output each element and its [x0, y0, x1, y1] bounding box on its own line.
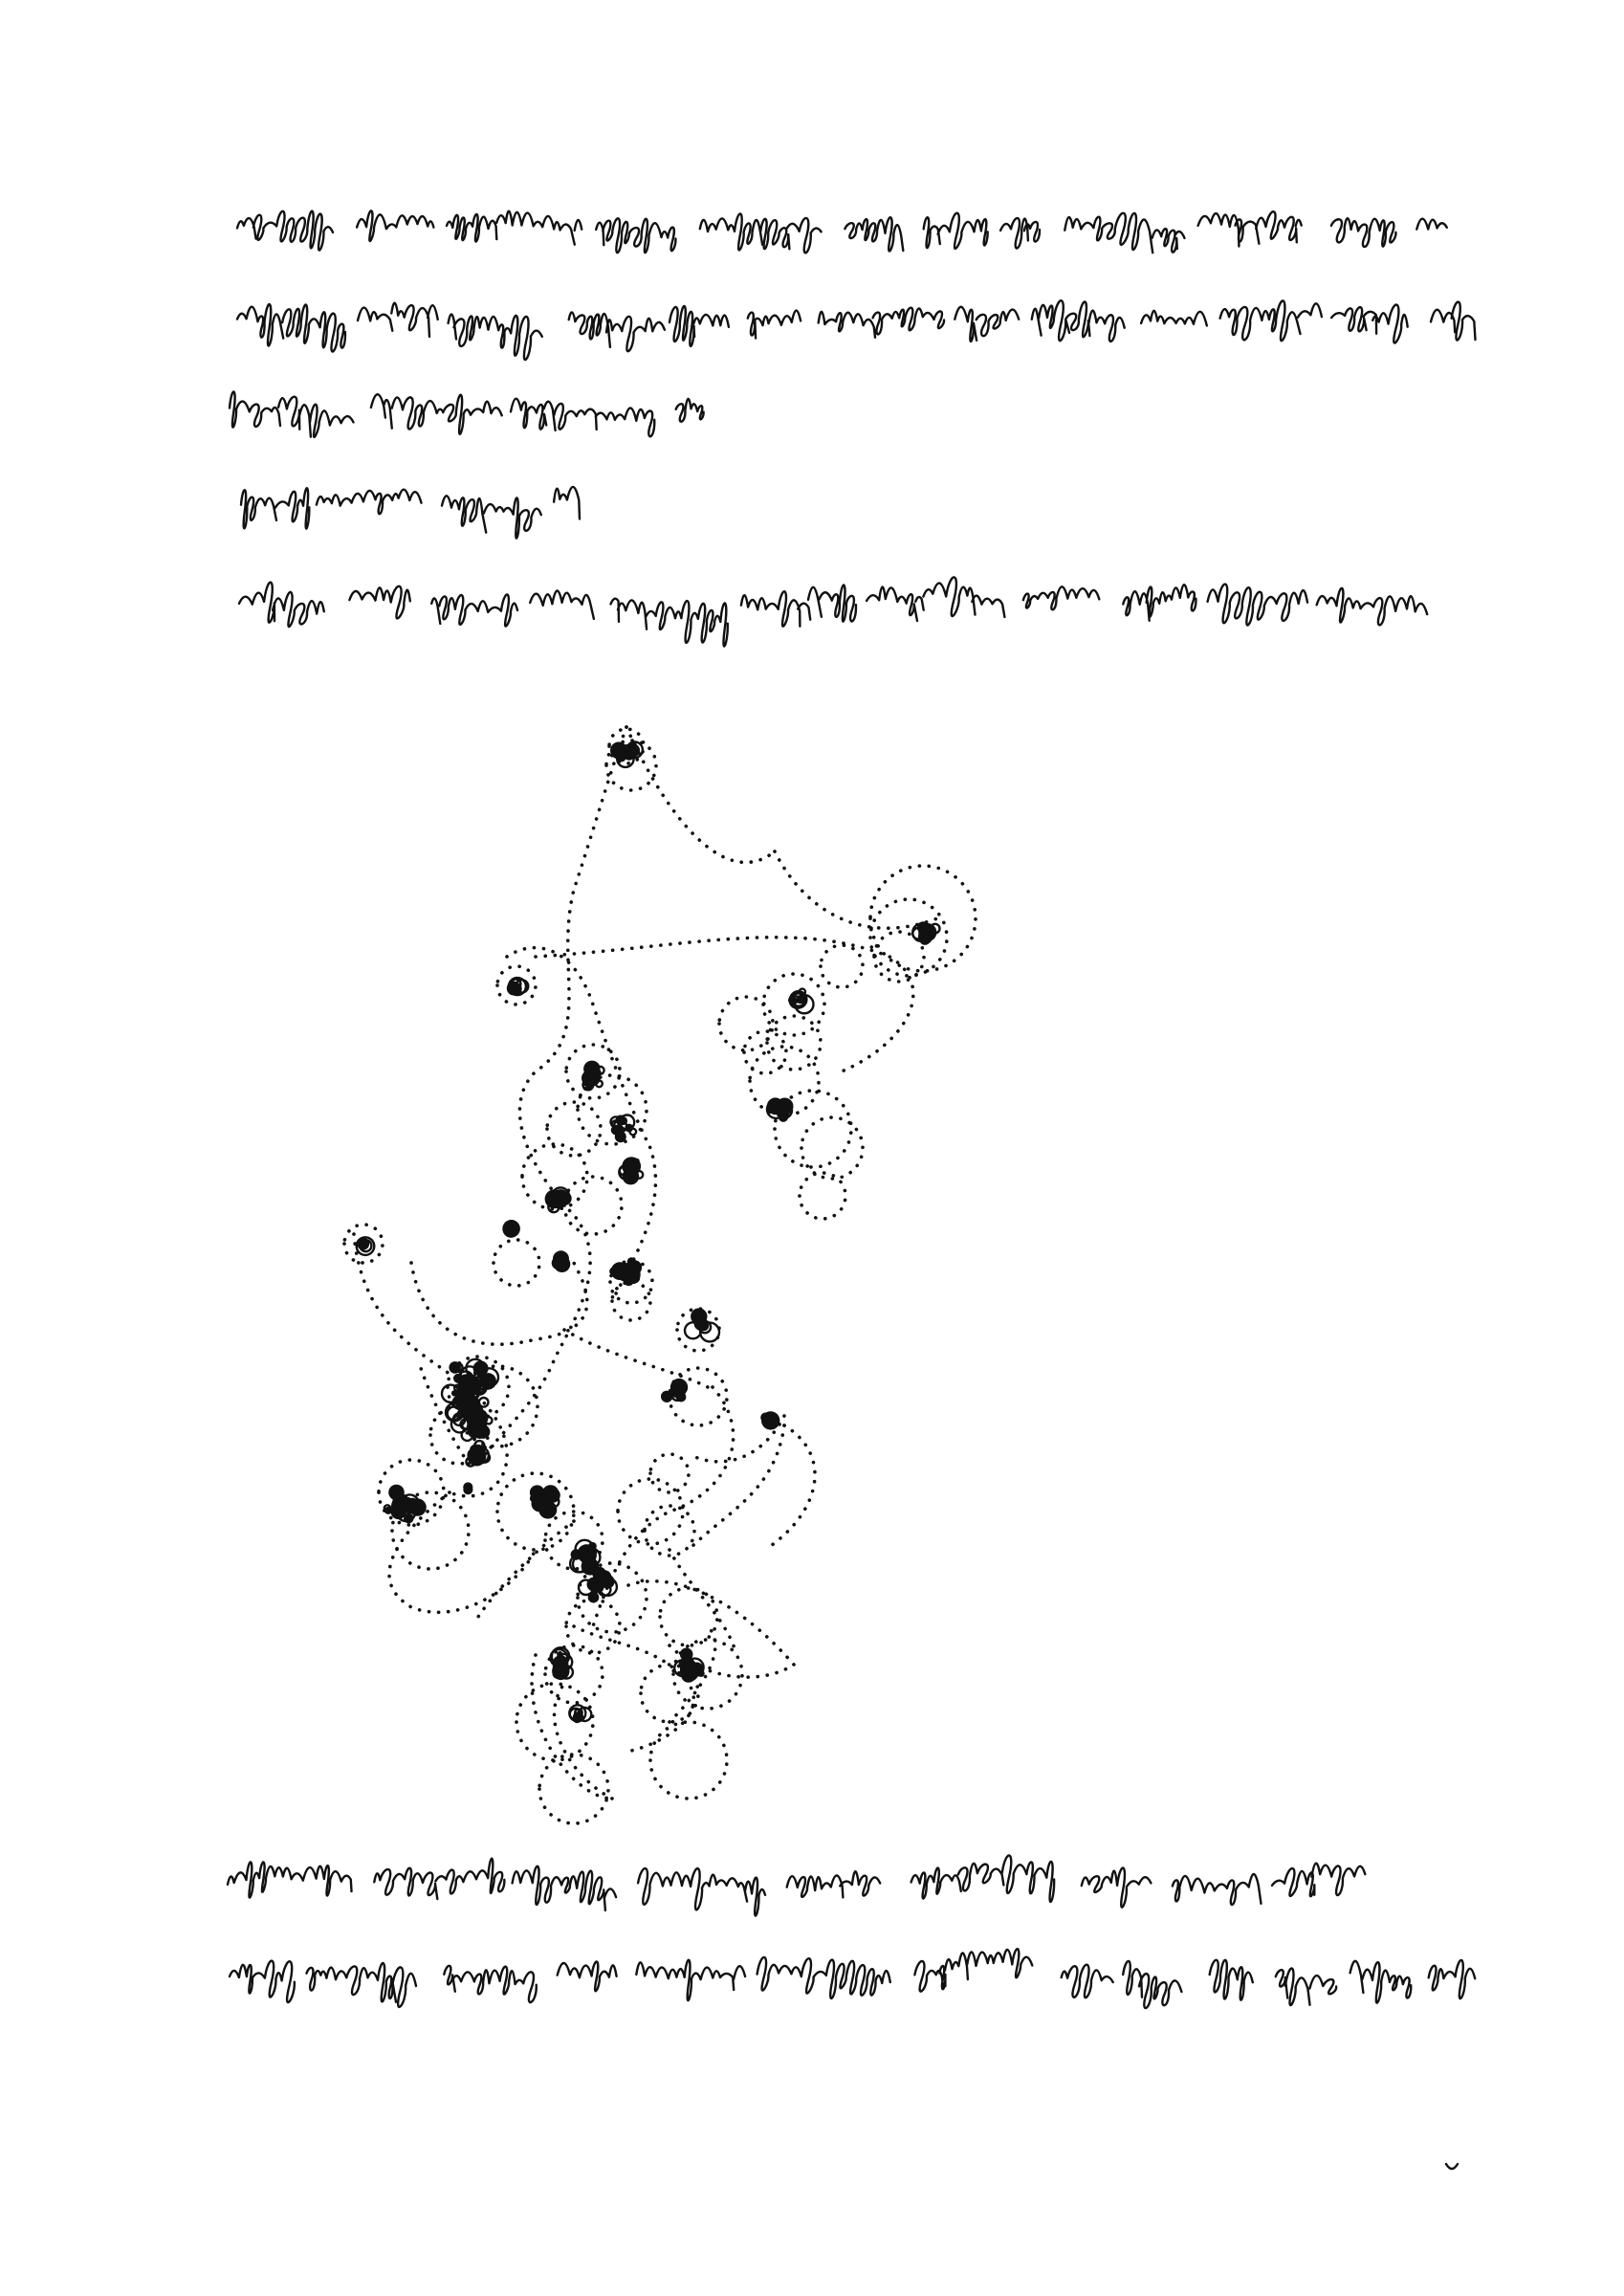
ink-blot: [545, 1488, 560, 1502]
ink-blot: [465, 1483, 472, 1490]
ink-blot: [457, 1395, 472, 1409]
dotted-stroke: [650, 1722, 727, 1799]
ink-blot: [552, 1189, 569, 1206]
dotted-stroke: [555, 1684, 612, 1799]
dotted-stroke: [411, 1263, 587, 1344]
dotted-stroke: [660, 1588, 717, 1645]
dotted-stroke: [547, 1102, 601, 1156]
dotted-stroke: [564, 1177, 622, 1234]
dotted-stroke: [478, 1521, 574, 1617]
ink-blot: [552, 1256, 565, 1269]
dotted-stroke: [765, 1425, 815, 1550]
ink-blot: [609, 1267, 618, 1275]
ink-blot: [676, 1392, 687, 1402]
dotted-stroke: [870, 866, 976, 971]
dotted-stroke: [801, 1117, 863, 1179]
dotted-stroke: [767, 1016, 821, 1070]
dotted-stroke: [719, 997, 773, 1050]
dotted-stroke: [494, 1240, 539, 1286]
ink-blot: [615, 1131, 626, 1142]
dotted-trail: [344, 727, 976, 1823]
dotted-stroke: [650, 1454, 689, 1492]
dotted-stroke: [574, 1626, 693, 1751]
ink-blot: [627, 1162, 640, 1175]
dotted-stroke: [618, 1479, 683, 1544]
ink-blot: [592, 1567, 606, 1581]
ink-blot: [532, 1495, 548, 1512]
ink-blot: [777, 1098, 794, 1115]
dotted-stroke: [539, 1755, 608, 1823]
ink-blot: [680, 1663, 699, 1682]
dotted-stroke: [645, 1506, 694, 1556]
dotted-stroke: [800, 1173, 845, 1219]
ink-blot: [502, 1220, 520, 1238]
dotted-stroke: [497, 1473, 574, 1550]
ink-blot: [588, 1542, 597, 1551]
dotted-stroke: [821, 945, 863, 987]
ink-blot: [625, 1124, 633, 1133]
ink-blot: [917, 921, 930, 934]
dotted-stroke: [478, 727, 626, 1464]
ink-blot: [761, 1411, 779, 1429]
ink-blot: [476, 1424, 491, 1439]
dotted-stroke: [669, 1550, 736, 1655]
ink-blot: [449, 1361, 461, 1374]
dotted-stroke: [516, 1684, 593, 1760]
dotted-stroke: [689, 1425, 784, 1550]
dotted-stroke: [612, 1282, 650, 1320]
ink-blot: [404, 1513, 414, 1524]
ink-clusters: [357, 741, 940, 1723]
dotted-stroke: [775, 851, 937, 928]
dotted-stroke: [564, 1330, 708, 1387]
